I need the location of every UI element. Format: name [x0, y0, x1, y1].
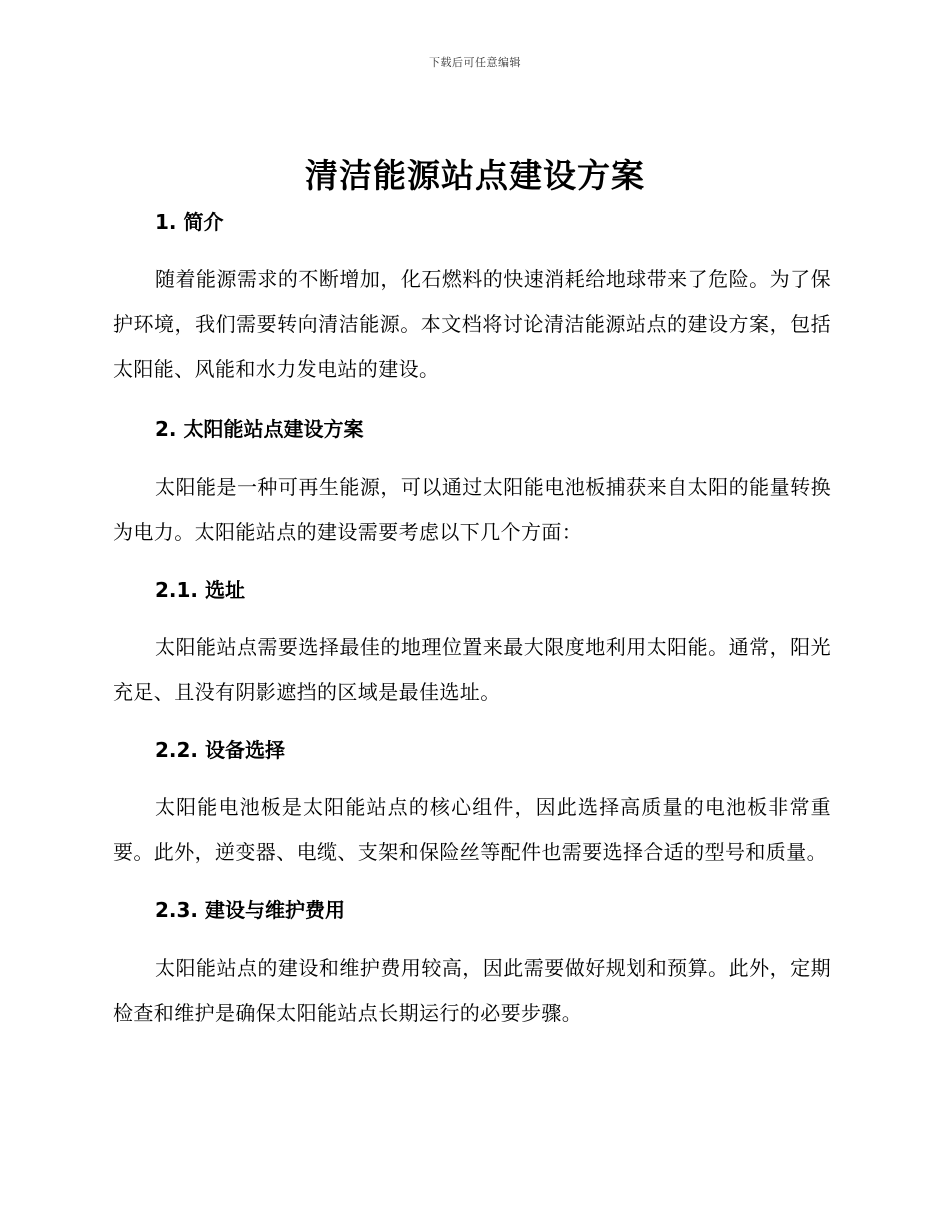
section-heading-solar: 2. 太阳能站点建设方案	[155, 417, 364, 441]
section-paragraph-site-selection: 太阳能站点需要选择最佳的地理位置来最大限度地利用太阳能。通常，阳光充足、且没有阴影遮挡的区域是最佳选址。	[113, 635, 831, 704]
section-paragraph-intro: 随着能源需求的不断增加，化石燃料的快速消耗给地球带来了危险。为了保护环境，我们需要转向清洁能源。本文档将讨论清洁能源站点的建设方案，包括太阳能、风能和水力发电站的建设。	[113, 267, 831, 381]
document-title: 清洁能源站点建设方案	[305, 156, 645, 195]
section-paragraph-equipment: 太阳能电池板是太阳能站点的核心组件，因此选择高质量的电池板非常重要。此外，逆变器、电缆、支架和保险丝等配件也需要选择合适的型号和质量。	[113, 795, 831, 864]
section-paragraph-costs: 太阳能站点的建设和维护费用较高，因此需要做好规划和预算。此外，定期检查和维护是确保太阳能站点长期运行的必要步骤。	[113, 956, 831, 1025]
section-paragraph-solar: 太阳能是一种可再生能源，可以通过太阳能电池板捕获来自太阳的能量转换为电力。太阳能站点的建设需要考虑以下几个方面：	[113, 475, 831, 544]
section-heading-equipment: 2.2. 设备选择	[155, 738, 285, 762]
section-heading-costs: 2.3. 建设与维护费用	[155, 898, 345, 922]
page-header-note: 下载后可任意编辑	[429, 56, 521, 69]
document-body	[113, 200, 831, 1036]
section-heading-site-selection: 2.1. 选址	[155, 578, 245, 602]
section-heading-intro: 1. 简介	[155, 210, 224, 234]
